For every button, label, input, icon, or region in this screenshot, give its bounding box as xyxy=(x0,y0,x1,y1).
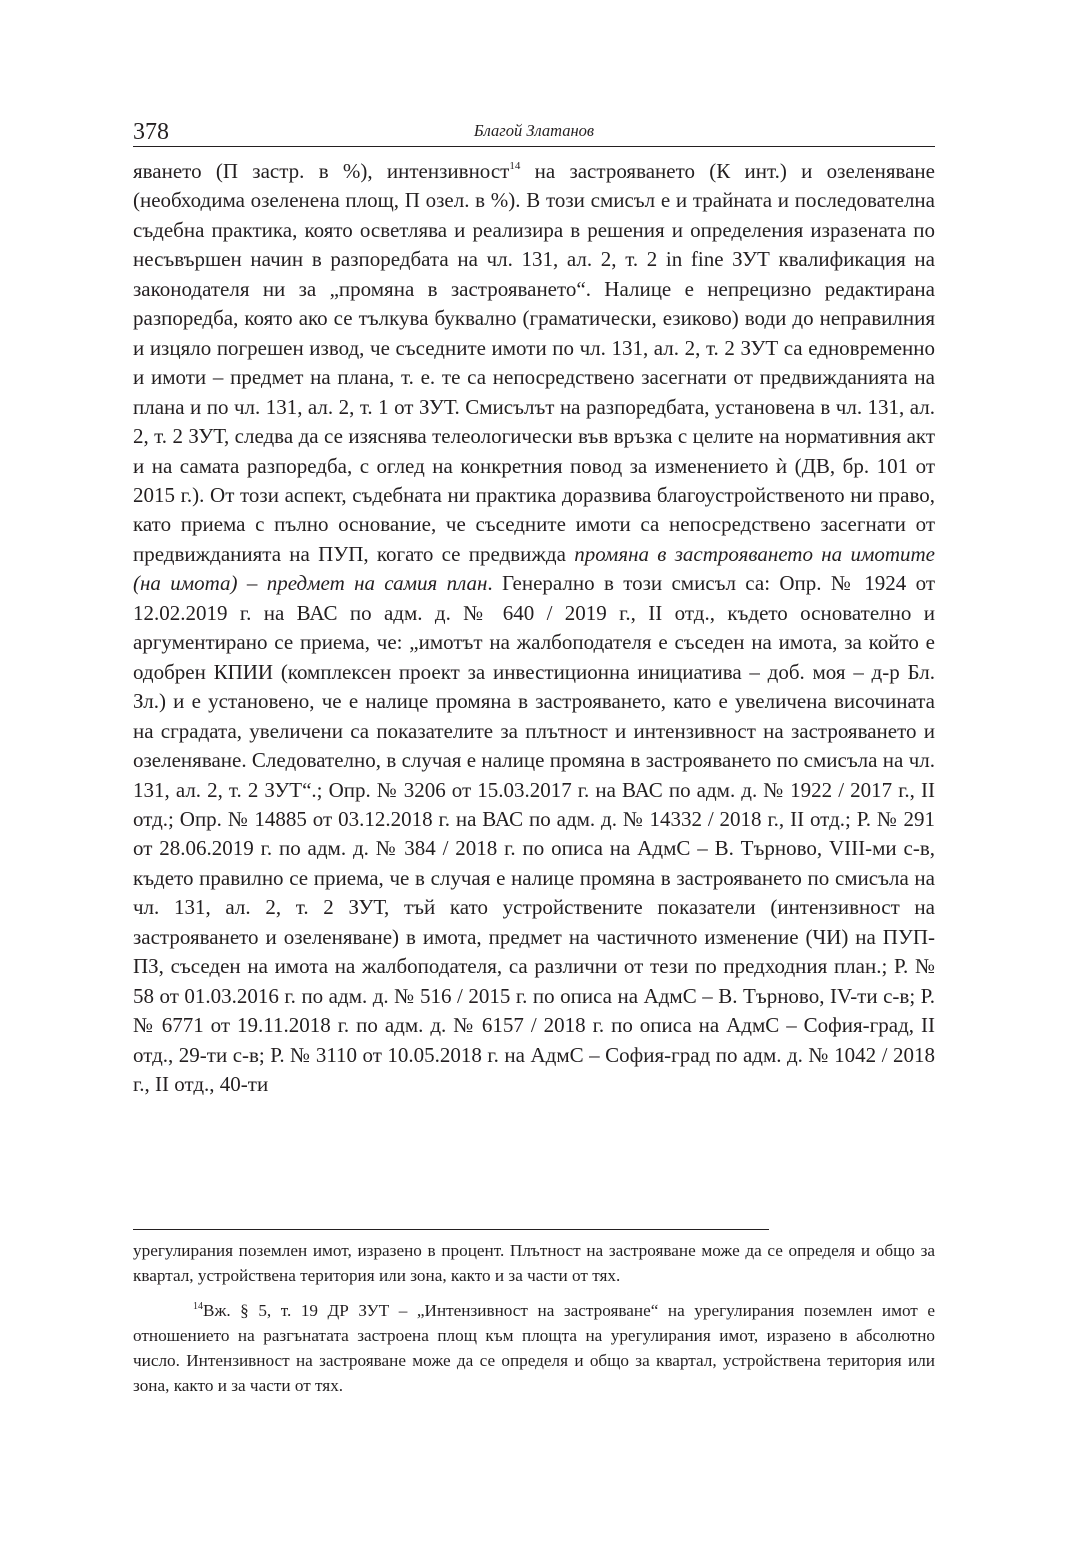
body-text-segment: на застрояването (К инт.) и озеленяване (необходима озеленена площ, П озел. в %). В този смисъл е и трайната и последователна съдебна практика, която осветлява и реализира в решения и определения изразената по несъвършен начин в разпоредбата на чл. 131, ал. 2, т. 2 in fine ЗУТ квалификация на законодателя ни за „промяна в застрояването“. Налице е непрецизно редактирана разпоредба, която ако се тълкува буквално (граматически, езиково) води до неправилния и изцяло погрешен извод, че съседните имоти по чл. 131, ал. 2, т. 2 ЗУТ са едновременно и имоти – предмет на плана, т. е. те са непосредствено засегнати от предвижданията на плана и по чл. 131, ал. 2, т. 1 от ЗУТ. Смисълът на разпоредбата, установена в чл. 131, ал. 2, т. 2 ЗУТ, следва да се изяснява телеологически във връзка с целите на нормативния акт и на самата разпоредба, с оглед на конкретния повод за изменението ѝ (ДВ, бр. 101 от 2015 г.). От този аспект, съдебната ни практика доразвива благоустройственото ни право, като приема с пълно основание, че съседните имоти са непосредствено засегнати от предвижданията на ПУП, когато се предвижда xyxy=(133,159,935,566)
body-text-segment: . Генерално в този смисъл са: Опр. № 1924 от 12.02.2019 г. на ВАС по адм. д. № 640 / 2019 г., II отд., където основателно и аргументирано се приема, че: „имотът на жалбоподателя е съседен на имота, за който е одобрен КПИИ (комплексен проект за инвестиционна инициатива – доб. моя – д-р Бл. Зл.) и е установено, че е налице промяна в застрояването, като е увеличена височината на сградата, увеличени са показателите за плътност и интензивност на застрояването и озеленяване. Следователно, в случая е налице промяна в застрояването по смисъла на чл. 131, ал. 2, т. 2 ЗУТ“.; Опр. № 3206 от 15.03.2017 г. на ВАС по адм. д. № 1922 / 2017 г., II отд.; Опр. № 14885 от 03.12.2018 г. на ВАС по адм. д. № 14332 / 2018 г., II отд.; Р. № 291 от 28.06.2019 г. по адм. д. № 384 / 2018 г. по описа на АдмС – В. Търново, VIII-ми с-в, където правилно се приема, че в случая е налице промяна в застрояването по смисъла на чл. 131, ал. 2, т. 2 ЗУТ, тъй като устройствените показатели (интензивност на застрояването и озеленяване) в имота, предмет на частичното изменение (ЧИ) на ПУП-ПЗ, съседен на имота на жалбоподателя, са различни от тези по предходния план.; Р. № 58 от 01.03.2016 г. по адм. д. № 516 / 2015 г. по описа на АдмС – В. Търново, IV-ти с-в; Р. № 6771 от 19.11.2018 г. по адм. д. № 6157 / 2018 г. по описа на АдмС – София-град, II отд., 29-ти с-в; Р. № 3110 от 10.05.2018 г. на АдмС – София-град по адм. д. № 1042 / 2018 г., II отд., 40-ти xyxy=(133,571,936,1097)
book-page xyxy=(133,112,936,1396)
footnote-continued: урегулирания поземлен имот, изразено в процент. Плътност на застрояване може да се определя и общо за квартал, устройствена територия или зона, както и за части от тях. xyxy=(133,1241,935,1286)
footnote-ref-14: 14 xyxy=(509,160,521,172)
page-header xyxy=(133,112,935,147)
page-number: 378 xyxy=(133,119,169,145)
footnote-text: Вж. § 5, т. 19 ДР ЗУТ – „Интензивност на застрояване“ на урегулирания поземлен имот е отношението на разгънатата застроена площ към площта на урегулирания имот, изразено в абсолютно число. Интензивност на застрояване може да се определя и общо за квартал, устройствена територия или зона, както и за части от тях. xyxy=(133,1301,935,1396)
running-title: Благой Златанов xyxy=(473,121,595,140)
footnote-mark: 14 xyxy=(193,1301,203,1313)
footnote-divider xyxy=(133,1229,769,1230)
footnote-14 xyxy=(133,1298,935,1398)
footnotes xyxy=(133,1238,935,1399)
body-text xyxy=(133,157,935,1100)
body-paragraph xyxy=(133,157,935,1100)
emphasized-phrase: промяна в застрояването на имотите (на имота) – предмет на самия план xyxy=(133,541,935,596)
body-text-segment: яването (П застр. в %), интензивност xyxy=(133,159,510,183)
